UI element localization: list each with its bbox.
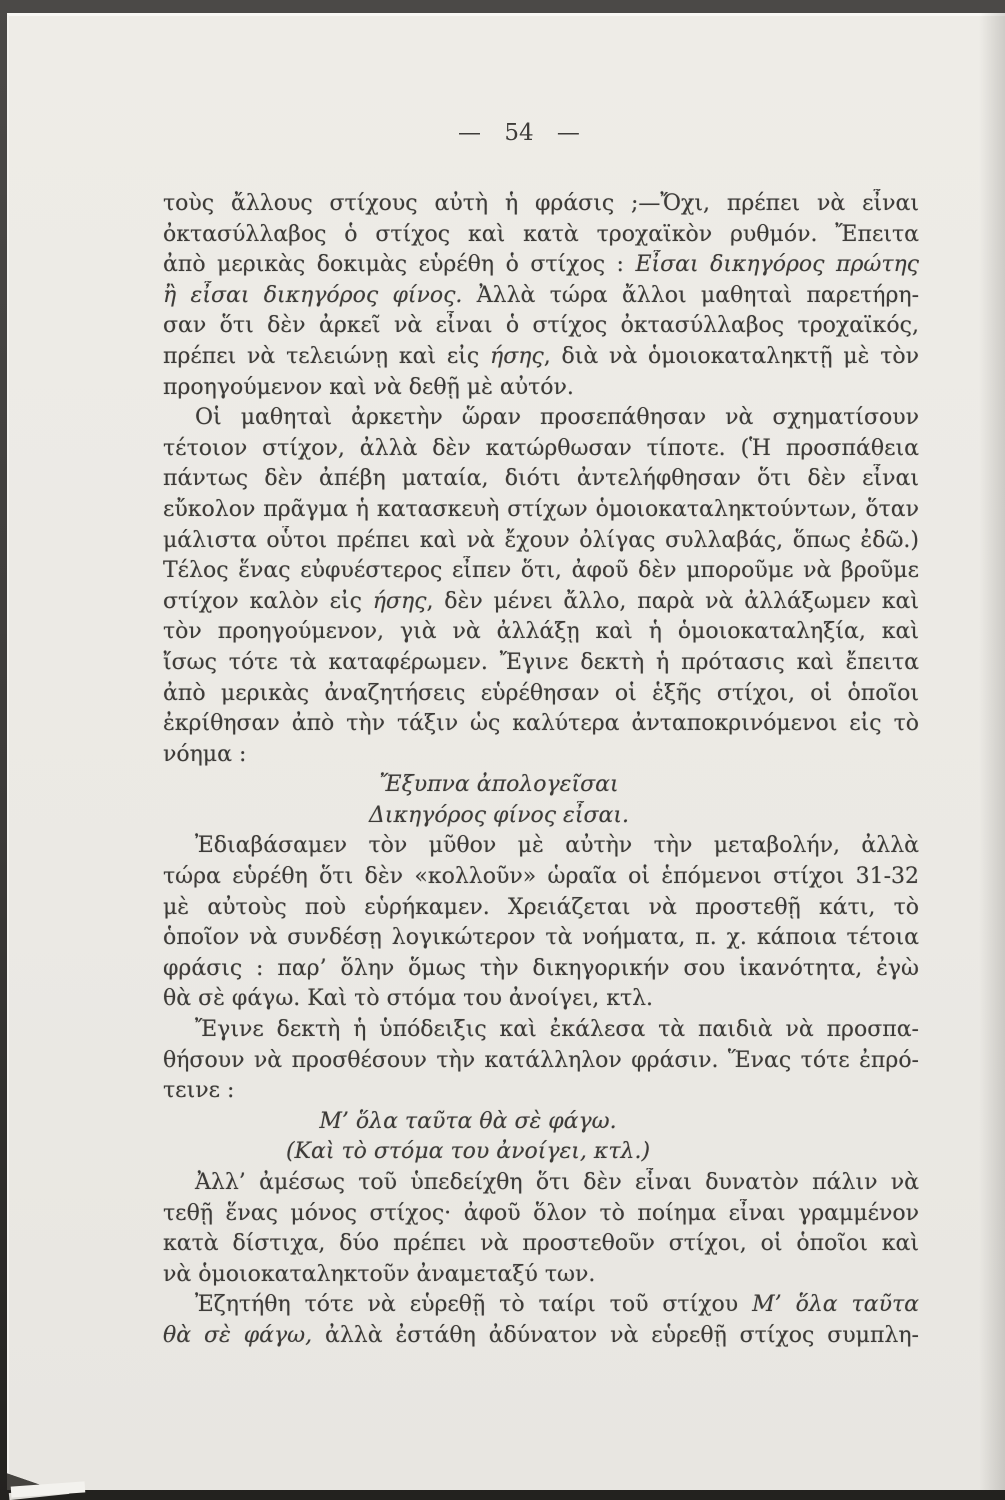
text-segment: τοὺς ἄλλους στίχους αὐτὴ ἡ φράσις ;—Ὄχι, πρέπει νὰ εἶναι: [163, 191, 919, 216]
text-line: [163, 556, 919, 587]
text-line: [163, 923, 919, 954]
text-segment: Ἀλλ’ ἀμέσως τοῦ ὑπεδείχθη ὅτι δὲν εἶναι δυνατὸν πάλιν νὰ: [195, 1170, 919, 1195]
text-segment: Ἀλλὰ τώρα ἄλλοι μαθηταὶ παρετήρη-: [462, 282, 919, 308]
text-line: [163, 220, 919, 251]
text-segment: τέτοιον στίχον, ἀλλὰ δὲν κατώρθωσαν τίποτε. (Ἡ προσπάθεια: [163, 435, 919, 461]
paragraph: [163, 831, 919, 1015]
text-segment: Οἱ μαθηταὶ ἀρκετὴν ὥραν προσεπάθησαν νὰ σχηματίσουν: [195, 405, 919, 431]
italic-text-segment: Δικηγόρος φίνος εἶσαι.: [369, 802, 629, 828]
text-line: [163, 1168, 919, 1199]
text-line: [163, 1290, 919, 1321]
paragraph: [163, 403, 919, 770]
text-line: [163, 770, 835, 801]
text-line: [163, 1260, 919, 1291]
text-line: [163, 709, 919, 740]
text-line: [163, 373, 919, 404]
italic-text-segment: Μ’ ὅλα ταῦτα: [752, 1292, 919, 1318]
text-segment: σαν ὅτι δὲν ἀρκεῖ νὰ εἶναι ὁ στίχος ὀκτασύλλαβος τροχαϊκός,: [163, 313, 919, 339]
right-edge-shadow: [979, 13, 1005, 1490]
paragraph: [163, 1290, 919, 1351]
text-line: [163, 1199, 919, 1230]
italic-text-segment: ήσης: [490, 343, 544, 369]
text-line: [163, 984, 919, 1015]
text-line: [163, 342, 919, 373]
text-segment: τεθῇ ἕνας μόνος στίχος· ἀφοῦ ὅλον τὸ ποίημα εἶναι γραμμένον: [163, 1200, 919, 1226]
page-number-header: — 54 —: [458, 120, 580, 146]
text-line: [163, 679, 919, 710]
text-line: [163, 526, 919, 557]
text-line: [163, 617, 919, 648]
text-segment: ἀπὸ μερικὰς δοκιμὰς εὑρέθη ὁ στίχος :: [163, 252, 636, 278]
text-segment: μάλιστα οὗτοι πρέπει καὶ νὰ ἔχουν ὀλίγας συλλαβάς, ὅπως ἐδῶ.): [163, 527, 919, 553]
verse-block: [163, 1107, 919, 1168]
text-line: [163, 893, 919, 924]
text-segment: στίχον καλὸν εἰς: [163, 588, 373, 614]
text-line: [163, 1107, 773, 1138]
text-segment: μὲ αὐτοὺς ποὺ εὑρήκαμεν. Χρειάζεται νὰ προστεθῇ κάτι, τὸ: [163, 894, 919, 920]
italic-text-segment: ἢ εἶσαι δικηγόρος φίνος.: [163, 282, 463, 308]
text-line: [163, 587, 919, 618]
italic-text-segment: ήσης: [372, 588, 427, 614]
paragraph: [163, 1015, 919, 1107]
text-segment: Ἐζητήθη τότε νὰ εὑρεθῇ τὸ ταίρι τοῦ στίχου: [195, 1292, 753, 1318]
text-segment: ὁποῖον νὰ συνδέσῃ λογικώτερον τὰ νοήματα, π. χ. κάποια τέτοια: [163, 925, 919, 951]
text-line: [163, 954, 919, 985]
text-line: [163, 1137, 773, 1168]
text-segment: Τέλος ἕνας εὐφυέστερος εἶπεν ὅτι, ἀφοῦ δὲν μποροῦμε νὰ βροῦμε: [163, 558, 919, 584]
italic-text-segment: (Καὶ τὸ στόμα του ἀνοίγει, κτλ.): [285, 1139, 651, 1165]
text-segment: ἴσως τότε τὰ καταφέρωμεν. Ἔγινε δεκτὴ ἡ πρότασις καὶ ἔπειτα: [163, 649, 919, 675]
text-segment: Ἔγινε δεκτὴ ἡ ὑπόδειξις καὶ ἐκάλεσα τὰ παιδιὰ νὰ προσπα-: [195, 1017, 919, 1043]
text-line: [163, 1321, 919, 1352]
text-segment: θὰ σὲ φάγω. Καὶ τὸ στόμα του ἀνοίγει, κτλ.: [163, 986, 654, 1012]
text-segment: φράσις : παρ’ ὅλην ὅμως τὴν δικηγορικήν σου ἱκανότητα, ἐγὼ: [163, 955, 919, 981]
text-segment: , δὲν μένει ἄλλο, παρὰ νὰ ἀλλάξωμεν καὶ: [426, 588, 919, 614]
verse-block: [163, 770, 919, 831]
text-block: [163, 189, 919, 1352]
text-line: [163, 1015, 919, 1046]
text-line: [163, 862, 919, 893]
paragraph: [163, 1168, 919, 1290]
italic-text-segment: Ἔξυπνα ἀπολογεῖσαι: [379, 772, 619, 798]
text-line: [163, 1046, 919, 1077]
text-line: [163, 464, 919, 495]
text-line: [163, 189, 919, 220]
text-segment: εὔκολον πρᾶγμα ἡ κατασκευὴ στίχων ὁμοιοκαταληκτούντων, ὅταν: [163, 496, 919, 522]
text-segment: τὸν προηγούμενον, γιὰ νὰ ἀλλάξῃ καὶ ἡ ὁμοιοκαταληξία, καὶ: [163, 619, 919, 645]
text-line: [163, 403, 919, 434]
text-segment: ἐκρίθησαν ἀπὸ τὴν τάξιν ὡς καλύτερα ἀνταποκρινόμενοι εἰς τὸ: [163, 711, 919, 737]
italic-text-segment: Εἶσαι δικηγόρος πρώτης: [635, 252, 919, 278]
text-segment: τεινε :: [163, 1078, 235, 1104]
text-line: [163, 311, 919, 342]
text-segment: πάντως δὲν ἀπέβη ματαία, διότι ἀντελήφθησαν ὅτι δὲν εἶναι: [163, 466, 919, 492]
text-segment: πρέπει νὰ τελειώνῃ καὶ εἰς: [163, 343, 491, 369]
text-line: [163, 281, 919, 312]
text-segment: ἀπὸ μερικὰς ἀναζητήσεις εὑρέθησαν οἱ ἑξῆς στίχοι, οἱ ὁποῖοι: [163, 680, 919, 706]
text-segment: προηγούμενον καὶ νὰ δεθῇ μὲ αὐτόν.: [163, 374, 574, 400]
text-line: [163, 1076, 919, 1107]
text-segment: κατὰ δίστιχα, δύο πρέπει νὰ προστεθοῦν στίχοι, οἱ ὁποῖοι καὶ: [163, 1231, 919, 1257]
text-line: [163, 740, 919, 771]
text-line: [163, 801, 835, 832]
italic-text-segment: Μ’ ὅλα ταῦτα θὰ σὲ φάγω.: [319, 1108, 617, 1134]
text-line: [163, 495, 919, 526]
text-line: [163, 434, 919, 465]
text-line: [163, 250, 919, 281]
text-line: [163, 648, 919, 679]
text-segment: τώρα εὑρέθη ὅτι δὲν «κολλοῦν» ὡραῖα οἱ ἑπόμενοι στίχοι 31-32: [163, 864, 919, 890]
text-line: [163, 831, 919, 862]
paragraph: [163, 189, 919, 403]
text-segment: νὰ ὁμοιοκαταληκτοῦν ἀναμεταξύ των.: [163, 1261, 596, 1287]
text-line: [163, 1229, 919, 1260]
text-segment: Ἐδιαβάσαμεν τὸν μῦθον μὲ αὐτὴν τὴν μεταβολήν, ἀλλὰ: [195, 833, 919, 859]
text-segment: θήσουν νὰ προσθέσουν τὴν κατάλληλον φράσιν. Ἕνας τότε ἐπρό-: [163, 1047, 919, 1073]
italic-text-segment: θὰ σὲ φάγω,: [163, 1322, 313, 1348]
text-segment: , διὰ νὰ ὁμοιοκαταληκτῇ μὲ τὸν: [543, 343, 919, 369]
text-segment: νόημα :: [163, 741, 247, 767]
text-segment: ὀκτασύλλαβος ὁ στίχος καὶ κατὰ τροχαϊκὸν ρυθμόν. Ἔπειτα: [163, 221, 919, 247]
text-segment: ἀλλὰ ἐστάθη ἀδύνατον νὰ εὑρεθῇ στίχος συμπλη-: [312, 1322, 919, 1348]
